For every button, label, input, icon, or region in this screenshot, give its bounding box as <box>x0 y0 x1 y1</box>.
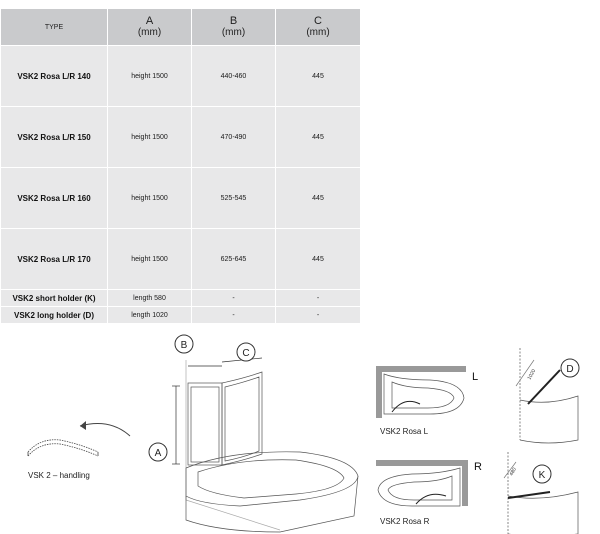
cell-type: VSK2 short holder (K) <box>1 290 108 307</box>
short-holder-dimension: 480 <box>508 466 518 477</box>
long-holder-dimension: 1020 <box>526 368 538 381</box>
header-b-unit: (mm) <box>221 27 246 38</box>
cell-type: VSK2 Rosa L/R 160 <box>1 168 108 229</box>
cell-b: 440-460 <box>192 46 276 107</box>
handling-caption: VSK 2 – handling <box>28 471 90 480</box>
header-type: TYPE <box>1 9 108 46</box>
svg-text:K: K <box>538 470 546 481</box>
svg-text:A: A <box>154 448 162 459</box>
cell-b: 625-645 <box>192 229 276 290</box>
cell-type: VSK2 Rosa L/R 140 <box>1 46 108 107</box>
header-a-letter: A <box>145 15 154 27</box>
svg-text:C: C <box>242 348 250 359</box>
cell-a: height 1500 <box>108 107 192 168</box>
cell-b: - <box>192 290 276 307</box>
short-holder-detail <box>504 452 578 534</box>
cell-c: - <box>276 290 361 307</box>
right-variant-letter: R <box>474 461 482 473</box>
cell-c: 445 <box>276 168 361 229</box>
header-c-unit: (mm) <box>306 27 330 38</box>
cell-type: VSK2 Rosa L/R 150 <box>1 107 108 168</box>
cell-type: VSK2 Rosa L/R 170 <box>1 229 108 290</box>
cell-c: - <box>276 307 361 324</box>
header-b-letter: B <box>229 15 238 27</box>
callout-c <box>237 343 255 361</box>
cell-a: height 1500 <box>108 46 192 107</box>
callout-a <box>149 443 167 461</box>
left-variant-letter: L <box>472 371 479 383</box>
header-a-unit: (mm) <box>137 27 162 38</box>
callout-k <box>533 465 551 483</box>
cell-c: 445 <box>276 46 361 107</box>
handling-illustration <box>28 440 98 456</box>
right-variant-caption: VSK2 Rosa R <box>380 517 430 526</box>
cell-type: VSK2 long holder (D) <box>1 307 108 324</box>
cell-b: 470-490 <box>192 107 276 168</box>
plan-view-left <box>376 366 466 418</box>
left-variant-caption: VSK2 Rosa L <box>380 427 429 436</box>
cell-a: length 580 <box>108 290 192 307</box>
svg-text:B: B <box>180 340 188 351</box>
header-c-letter: C <box>314 15 322 27</box>
cell-b: - <box>192 307 276 324</box>
cell-a: height 1500 <box>108 229 192 290</box>
callout-d <box>561 359 579 377</box>
cell-a: height 1500 <box>108 168 192 229</box>
plan-view-right <box>376 460 468 506</box>
bath-screen-illustration <box>172 358 358 532</box>
callout-b <box>175 335 193 353</box>
svg-text:D: D <box>566 364 574 375</box>
cell-c: 445 <box>276 107 361 168</box>
cell-a: length 1020 <box>108 307 192 324</box>
cell-c: 445 <box>276 229 361 290</box>
curved-arrow-icon <box>80 421 130 436</box>
cell-b: 525-545 <box>192 168 276 229</box>
